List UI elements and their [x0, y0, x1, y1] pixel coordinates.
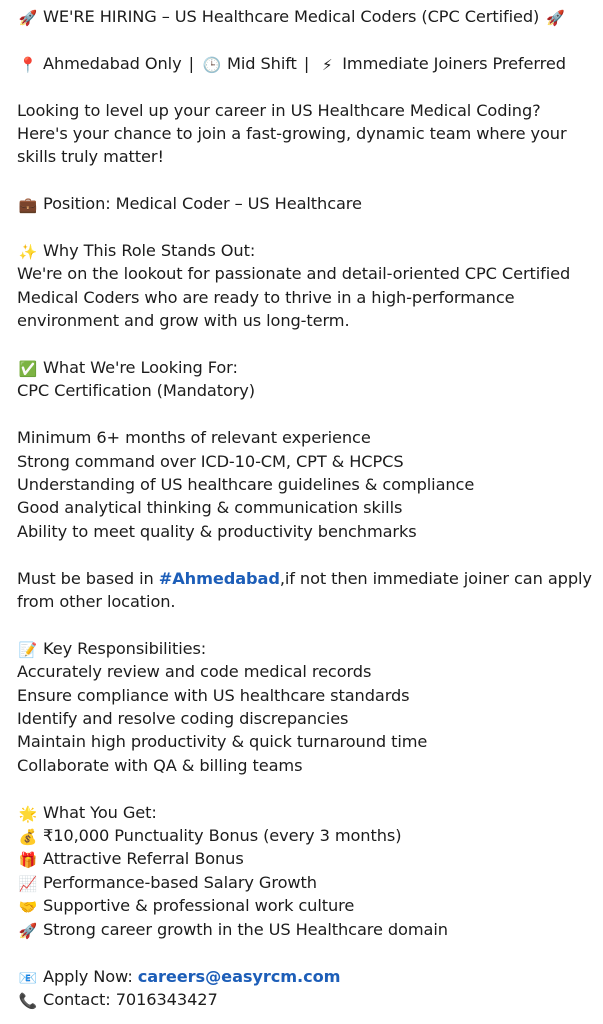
- rocket-icon: 🚀: [18, 9, 38, 27]
- position-text: Position: Medical Coder – US Healthcare: [43, 194, 362, 214]
- benefit-text: Supportive & professional work culture: [43, 896, 355, 916]
- spacer: [17, 28, 593, 51]
- spacer: [17, 333, 593, 356]
- benefit-text: Strong career growth in the US Healthcare domain: [43, 919, 448, 939]
- ahmedabad-hashtag-link[interactable]: #Ahmedabad: [158, 568, 280, 588]
- location-note-suffix: ,if not then immediate joiner can apply: [279, 568, 592, 588]
- memo-icon: 📝: [18, 640, 38, 659]
- benefits-heading: [17, 801, 593, 824]
- lightning-icon: ⚡: [322, 55, 333, 74]
- spacer: [17, 543, 593, 566]
- requirement-item: Good analytical thinking & communication skills: [17, 498, 403, 518]
- benefit-text: Performance-based Salary Growth: [43, 872, 317, 892]
- position-line: [17, 192, 593, 215]
- why-heading: [17, 239, 593, 262]
- why-line: We're on the lookout for passionate and detail-oriented CPC Certified: [17, 264, 571, 284]
- responsibilities-heading: [17, 637, 593, 660]
- clock-icon: 🕒: [202, 55, 222, 74]
- location-note: [17, 567, 593, 590]
- benefit-item: [17, 871, 593, 894]
- requirement-item: Ability to meet quality & productivity benchmarks: [17, 521, 417, 541]
- meta-shift: Mid Shift: [227, 53, 297, 73]
- benefit-item: [17, 824, 593, 847]
- meta-joiners: Immediate Joiners Preferred: [342, 53, 566, 73]
- responsibilities-title: Key Responsibilities:: [43, 638, 207, 658]
- requirement-item: Understanding of US healthcare guidelines & compliance: [17, 475, 475, 495]
- requirement-item: CPC Certification (Mandatory): [17, 381, 255, 401]
- email-icon: 📧: [18, 968, 38, 987]
- check-mark-icon: ✅: [18, 360, 38, 379]
- responsibility-item: Accurately review and code medical records: [17, 662, 372, 682]
- requirement-item: Strong command over ICD-10-CM, CPT & HCPCS: [17, 451, 404, 471]
- benefit-text: Attractive Referral Bonus: [43, 849, 244, 869]
- spacer: [17, 216, 593, 239]
- responsibility-item: Ensure compliance with US healthcare standards: [17, 685, 410, 705]
- phone-icon: 📞: [18, 991, 38, 1010]
- pin-icon: 📍: [18, 55, 38, 74]
- headline-text: WE'RE HIRING – US Healthcare Medical Coders (CPC Certified): [43, 7, 540, 26]
- intro-line: skills truly matter!: [17, 147, 164, 167]
- looking-for-title: What We're Looking For:: [43, 358, 238, 378]
- intro-line: Here's your chance to join a fast-growing, dynamic team where your: [17, 124, 567, 143]
- star-icon: 🌟: [18, 804, 38, 823]
- benefits-title: What You Get:: [43, 802, 157, 822]
- spacer: [17, 169, 593, 192]
- headline: [17, 5, 593, 28]
- contact-line: [17, 988, 593, 1011]
- spacer: [17, 613, 593, 636]
- phone-number[interactable]: 7016343427: [115, 989, 218, 1009]
- email-link[interactable]: careers@easyrcm.com: [137, 966, 341, 986]
- spacer: [17, 941, 593, 964]
- spacer: [17, 403, 593, 426]
- job-meta: [17, 52, 593, 75]
- intro-line: Looking to level up your career in US Healthcare Medical Coding?: [17, 100, 541, 120]
- responsibility-item: Collaborate with QA & billing teams: [17, 755, 303, 775]
- responsibility-item: Maintain high productivity & quick turnaround time: [17, 732, 428, 752]
- benefit-item: [17, 894, 593, 917]
- why-line: environment and grow with us long-term.: [17, 311, 350, 331]
- meta-separator: |: [303, 53, 310, 73]
- meta-separator: |: [188, 53, 194, 73]
- why-line: Medical Coders who are ready to thrive in a high-performance: [17, 287, 515, 307]
- contact-label: Contact:: [43, 989, 116, 1009]
- looking-for-heading: [17, 356, 593, 379]
- apply-label: Apply Now:: [43, 966, 138, 986]
- responsibility-item: Identify and resolve coding discrepancies: [17, 709, 349, 729]
- rocket-icon: 🚀: [545, 9, 565, 27]
- money-bag-icon: 💰: [18, 828, 38, 847]
- benefit-item: [17, 918, 593, 941]
- meta-location: Ahmedabad Only: [43, 53, 182, 73]
- gift-icon: 🎁: [18, 851, 38, 870]
- chart-increasing-icon: 📈: [18, 874, 38, 893]
- spacer: [17, 75, 593, 98]
- handshake-icon: 🤝: [18, 898, 38, 917]
- benefit-text: ₹10,000 Punctuality Bonus (every 3 months): [43, 826, 402, 846]
- spacer: [17, 777, 593, 800]
- apply-line: [17, 965, 593, 988]
- briefcase-icon: 💼: [18, 196, 38, 215]
- requirement-item: Minimum 6+ months of relevant experience: [17, 428, 371, 448]
- sparkles-icon: ✨: [18, 243, 38, 261]
- location-note-prefix: Must be based in: [17, 568, 159, 588]
- why-title: Why This Role Stands Out:: [43, 241, 256, 260]
- rocket-icon: 🚀: [18, 921, 38, 940]
- location-note-line: from other location.: [17, 592, 176, 612]
- benefit-item: [17, 847, 593, 870]
